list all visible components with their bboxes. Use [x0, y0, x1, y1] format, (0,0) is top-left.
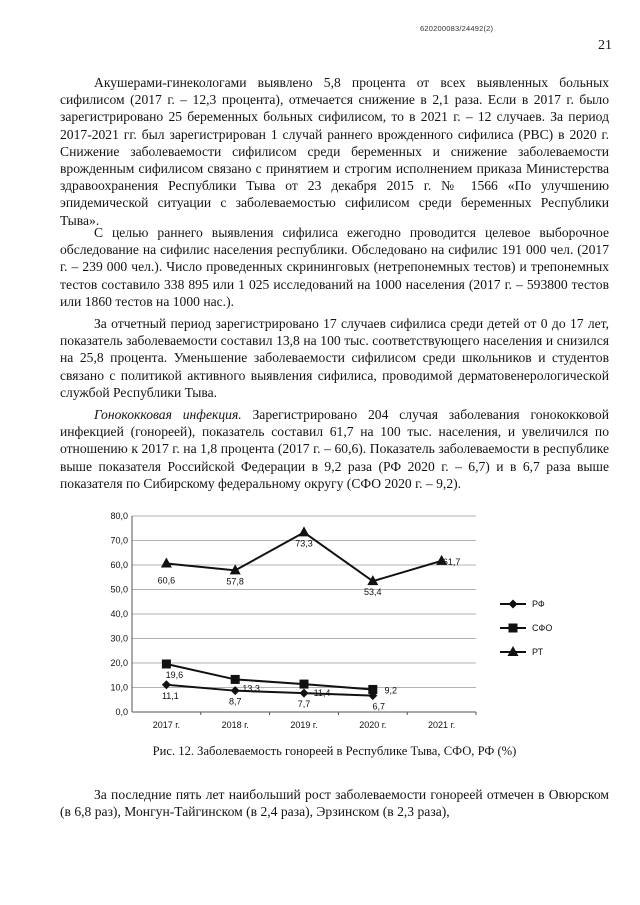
- figure-caption: Рис. 12. Заболеваемость гонореей в Республике Тыва, СФО, РФ (%): [152, 744, 517, 758]
- legend-label-РТ: РТ: [532, 647, 544, 657]
- document-id: 620200083/24492(2): [420, 24, 494, 33]
- y-tick-label: 50,0: [110, 584, 128, 595]
- y-tick-label: 0,0: [115, 707, 128, 717]
- y-tick-label: 30,0: [110, 633, 128, 644]
- data-label-РТ: 60,6: [157, 575, 176, 586]
- data-label-РФ: 7,7: [297, 699, 311, 710]
- page-number: 21: [598, 38, 612, 53]
- chart-svg: [96, 508, 596, 740]
- series-line-СФО: [166, 664, 372, 689]
- paragraph-syphilis-pregnant: [60, 74, 609, 229]
- x-tick-label: 2018 г.: [221, 720, 249, 730]
- data-point-РФ: [162, 680, 171, 689]
- data-label-РТ: 53,4: [364, 587, 382, 598]
- paragraph-regions: [60, 786, 609, 820]
- x-tick-label: 2021 г.: [427, 720, 456, 730]
- paragraph-italic-heading: Гонококковая инфекция.: [94, 407, 242, 422]
- data-label-РФ: 8,7: [228, 696, 242, 707]
- data-point-СФО: [162, 659, 171, 668]
- paragraph-text: [60, 406, 609, 492]
- y-tick-label: 20,0: [110, 658, 128, 668]
- legend-label-РФ: РФ: [532, 599, 545, 609]
- data-point-РТ: [161, 558, 172, 568]
- paragraph-text: С целью раннего выявления сифилиса ежегодно проводится целевое выборочное обследование на сифилис населения республики. Обследовано на сифилис 191 000 чел. (2017 г. – 239 000 чел.). Число проведенных скрининговых (нетрепонемных тестов) и трепонемных тестов составило 338 895 или 1 025 исследований на 1000 населения (2017 г. – 593800 тестов или 1860 тестов на 1000 нас.).: [60, 225, 609, 309]
- x-tick-label: 2019 г.: [290, 720, 318, 730]
- data-point-РФ: [300, 689, 309, 698]
- data-point-РТ: [299, 526, 310, 536]
- legend-marker-СФО: [509, 624, 518, 633]
- data-label-СФО: 9,2: [384, 685, 398, 696]
- y-tick-label: 60,0: [110, 560, 128, 570]
- y-tick-label: 80,0: [110, 511, 128, 521]
- data-label-РТ: 73,3: [295, 538, 313, 549]
- paragraph-text: Акушерами-гинекологами выявлено 5,8 процента от всех выявленных больных сифилисом (2017 г. – 12,3 процента), отмечается снижение в 2,1 раза. Если в 2017 г. было зарегистрировано 25 беременных больных сифилисом, то в 2021 г. – 12 случаев. За период 2017-2021 гг. был зарегистрирован 1 случай раннего врожденного сифилиса (РВС) в 2020 г. Снижение заболеваемости сифилисом среди беременных и снижение заболеваемости врожденным сифилисом связано с принятием и строгим исполнением приказа Министерства здравоохранения Республики Тыва от 23 декабря 2015 г. № 1566 «По улучшению эпидемической ситуации с заболеваемостью сифилисом среди беременных Республики Тыва».: [60, 75, 609, 228]
- data-label-РТ: 57,8: [226, 576, 244, 587]
- legend-label-СФО: СФО: [532, 623, 553, 633]
- data-label-СФО: 13,3: [242, 683, 260, 694]
- data-point-СФО: [368, 685, 377, 694]
- data-point-СФО: [231, 675, 240, 684]
- paragraph-gonorrhea: [60, 406, 609, 492]
- y-tick-label: 40,0: [110, 609, 128, 619]
- data-point-СФО: [300, 680, 309, 689]
- y-tick-label: 70,0: [110, 535, 128, 546]
- x-tick-label: 2020 г.: [359, 720, 387, 730]
- paragraph-text: За отчетный период зарегистрировано 17 случаев сифилиса среди детей от 0 до 17 лет, показатель заболеваемости составил 13,8 на 100 тыс. соответствующего населения и снизился на 25,8 процента. Уменьшение заболеваемости сифилисом среди школьников и студентов связано с политикой активного выявления сифилиса, проводимой дерматовенерологической службой Республики Тыва.: [60, 316, 609, 400]
- data-label-РФ: 11,1: [161, 690, 179, 701]
- gonorrhea-chart: [96, 508, 596, 740]
- paragraph-text: За последние пять лет наибольший рост заболеваемости гонореей отмечен в Овюрском (в 6,8 раз), Монгун-Тайгинском (в 2,4 раза), Эрзинском (в 2,3 раза),: [60, 787, 609, 820]
- paragraph-body: Зарегистрировано 204 случая заболевания гонококковой инфекцией (гонореей), показатель составил 61,7 на 100 тыс. населения, и увеличился по отношению к 2017 г. на 1,8 процента (2017 г. – 60,6). Показатель заболеваемости в республике выше показателя Российской Федерации в 9,2 раза (РФ 2020 г. – 6,7) и в 6,7 раза выше показателя по Сибирскому федеральному округу (СФО 2020 г. – 9,2).: [60, 407, 609, 491]
- x-tick-label: 2017 г.: [152, 720, 181, 730]
- data-label-СФО: 19,6: [165, 669, 184, 680]
- legend-marker-РФ: [509, 600, 518, 609]
- data-label-РТ: 61,7: [442, 556, 461, 567]
- paragraph-screening: [60, 224, 609, 310]
- data-label-СФО: 11,4: [313, 688, 331, 699]
- data-label-РФ: 6,7: [372, 701, 386, 712]
- y-tick-label: 10,0: [110, 682, 128, 693]
- paragraph-children: [60, 315, 609, 401]
